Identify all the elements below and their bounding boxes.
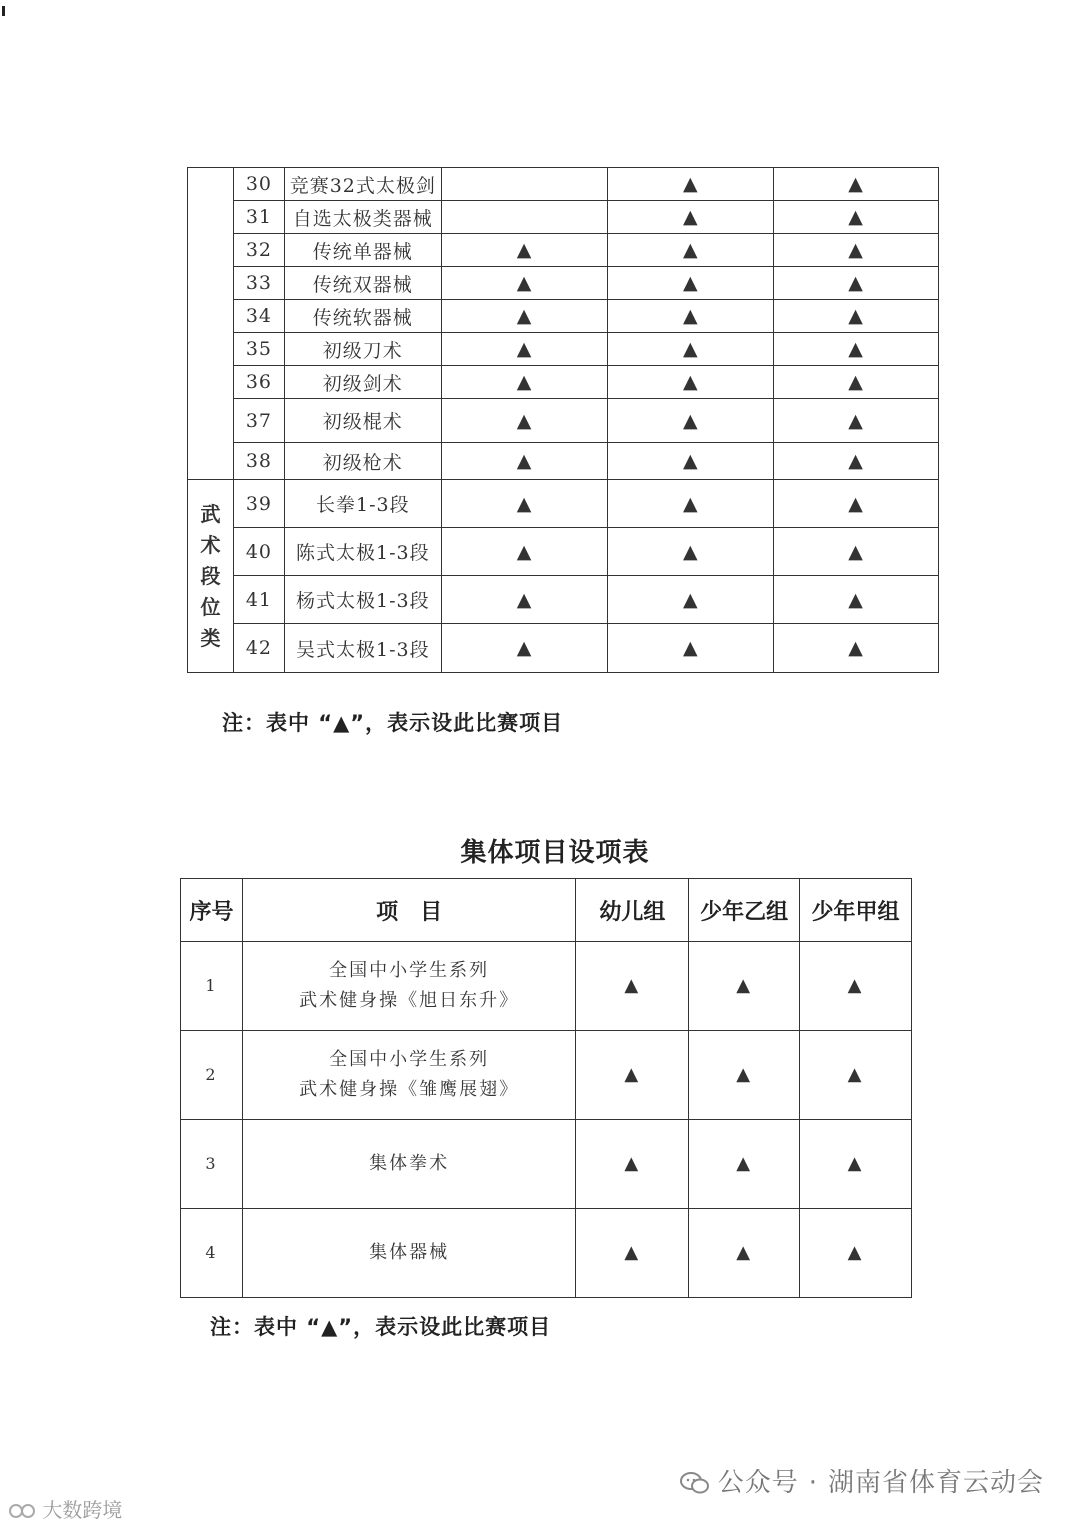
mark-cell: ▲	[774, 234, 939, 267]
mark-cell: ▲	[800, 1120, 912, 1209]
item-line-2: 武术健身操《雏鹰展翅》	[299, 1079, 520, 1100]
row-seq: 4	[181, 1209, 243, 1298]
mark-cell: ▲	[774, 201, 939, 234]
header-group-junior-a: 少年甲组	[800, 879, 912, 942]
table-row	[188, 333, 939, 366]
event-name: 传统单器械	[284, 234, 441, 267]
table-row	[181, 1209, 912, 1298]
mark-cell	[441, 201, 608, 234]
mark-cell: ▲	[441, 480, 608, 528]
footer-dot: ·	[808, 1468, 818, 1498]
watermark	[8, 1494, 122, 1523]
item-cell	[242, 1031, 576, 1120]
row-number: 37	[233, 399, 284, 443]
header-item: 项 目	[242, 879, 576, 942]
footer-account	[680, 1462, 1044, 1499]
row-seq: 2	[181, 1031, 243, 1120]
table-row	[188, 168, 939, 201]
table-row	[188, 576, 939, 624]
table-row	[188, 300, 939, 333]
table-header-row	[181, 879, 912, 942]
watermark-logo-icon	[8, 1502, 36, 1520]
mark-cell: ▲	[608, 528, 774, 576]
mark-cell: ▲	[576, 942, 689, 1031]
mark-cell: ▲	[608, 399, 774, 443]
footer-account-name: 湖南省体育云动会	[827, 1468, 1044, 1498]
mark-cell: ▲	[608, 201, 774, 234]
table-row	[188, 201, 939, 234]
mark-cell: ▲	[441, 234, 608, 267]
header-group-infant: 幼儿组	[576, 879, 689, 942]
row-seq: 1	[181, 942, 243, 1031]
mark-cell: ▲	[774, 267, 939, 300]
mark-cell: ▲	[608, 168, 774, 201]
table-row	[181, 1031, 912, 1120]
events-table-continued	[187, 167, 939, 673]
mark-cell: ▲	[774, 168, 939, 201]
mark-cell: ▲	[608, 480, 774, 528]
mark-cell: ▲	[689, 1209, 800, 1298]
row-number: 30	[233, 168, 284, 201]
event-name: 传统软器械	[284, 300, 441, 333]
mark-cell: ▲	[608, 366, 774, 399]
row-number: 41	[233, 576, 284, 624]
mark-cell: ▲	[441, 528, 608, 576]
mark-cell: ▲	[774, 300, 939, 333]
table-row	[181, 1120, 912, 1209]
mark-cell: ▲	[774, 528, 939, 576]
item-line-1: 全国中小学生系列	[329, 960, 490, 981]
row-number: 38	[233, 443, 284, 480]
table-row	[188, 443, 939, 480]
row-number: 39	[233, 480, 284, 528]
table-row	[188, 366, 939, 399]
mark-cell: ▲	[774, 576, 939, 624]
row-number: 32	[233, 234, 284, 267]
mark-cell: ▲	[441, 399, 608, 443]
mark-cell: ▲	[441, 366, 608, 399]
mark-cell: ▲	[774, 366, 939, 399]
event-name: 自选太极类器械	[284, 201, 441, 234]
mark-cell: ▲	[608, 333, 774, 366]
row-number: 33	[233, 267, 284, 300]
row-number: 31	[233, 201, 284, 234]
mark-cell: ▲	[576, 1209, 689, 1298]
mark-cell: ▲	[689, 1120, 800, 1209]
scan-edge-mark	[2, 6, 5, 16]
mark-cell: ▲	[774, 443, 939, 480]
table-row	[181, 942, 912, 1031]
item-cell	[242, 942, 576, 1031]
category-label: 武术段位类	[200, 501, 221, 650]
item-cell: 集体拳术	[242, 1120, 576, 1209]
table-note: 注：表中 “▲”，表示设此比赛项目	[210, 1315, 552, 1339]
mark-cell: ▲	[441, 624, 608, 673]
mark-cell: ▲	[441, 576, 608, 624]
watermark-text: 大数跨境	[42, 1498, 123, 1522]
row-number: 40	[233, 528, 284, 576]
event-name: 初级刀术	[284, 333, 441, 366]
mark-cell: ▲	[608, 576, 774, 624]
mark-cell: ▲	[774, 480, 939, 528]
item-cell: 集体器械	[242, 1209, 576, 1298]
mark-cell: ▲	[774, 399, 939, 443]
event-name: 杨式太极1-3段	[284, 576, 441, 624]
table-row	[188, 624, 939, 673]
wechat-icon	[680, 1472, 710, 1494]
event-name: 初级棍术	[284, 399, 441, 443]
mark-cell: ▲	[800, 1209, 912, 1298]
category-duanwei	[188, 480, 234, 673]
header-seq: 序号	[181, 879, 243, 942]
row-number: 42	[233, 624, 284, 673]
mark-cell: ▲	[774, 624, 939, 673]
category-cell-blank	[188, 168, 234, 480]
mark-cell: ▲	[608, 234, 774, 267]
mark-cell: ▲	[608, 267, 774, 300]
event-name: 初级枪术	[284, 443, 441, 480]
row-seq: 3	[181, 1120, 243, 1209]
mark-cell: ▲	[689, 1031, 800, 1120]
mark-cell: ▲	[576, 1031, 689, 1120]
event-name: 陈式太极1-3段	[284, 528, 441, 576]
footer-prefix: 公众号	[717, 1468, 799, 1498]
mark-cell: ▲	[608, 300, 774, 333]
row-number: 35	[233, 333, 284, 366]
table-row	[188, 528, 939, 576]
mark-cell: ▲	[800, 1031, 912, 1120]
mark-cell: ▲	[576, 1120, 689, 1209]
table-row	[188, 234, 939, 267]
event-name: 传统双器械	[284, 267, 441, 300]
mark-cell: ▲	[608, 443, 774, 480]
group-events-table	[180, 878, 912, 1298]
table-row	[188, 480, 939, 528]
table-note: 注：表中 “▲”，表示设此比赛项目	[222, 711, 564, 735]
mark-cell: ▲	[608, 624, 774, 673]
row-number: 36	[233, 366, 284, 399]
table-row	[188, 399, 939, 443]
mark-cell: ▲	[441, 443, 608, 480]
mark-cell: ▲	[441, 267, 608, 300]
mark-cell: ▲	[689, 942, 800, 1031]
event-name: 初级剑术	[284, 366, 441, 399]
group-events-title: 集体项目设项表	[460, 838, 650, 868]
table-row	[188, 267, 939, 300]
row-number: 34	[233, 300, 284, 333]
mark-cell: ▲	[441, 300, 608, 333]
event-name: 竞赛32式太极剑	[284, 168, 441, 201]
item-line-1: 全国中小学生系列	[329, 1049, 490, 1070]
header-group-junior-b: 少年乙组	[689, 879, 800, 942]
event-name: 长拳1-3段	[284, 480, 441, 528]
item-line-2: 武术健身操《旭日东升》	[299, 990, 520, 1011]
mark-cell: ▲	[441, 333, 608, 366]
event-name: 吴式太极1-3段	[284, 624, 441, 673]
mark-cell	[441, 168, 608, 201]
mark-cell: ▲	[800, 942, 912, 1031]
mark-cell: ▲	[774, 333, 939, 366]
